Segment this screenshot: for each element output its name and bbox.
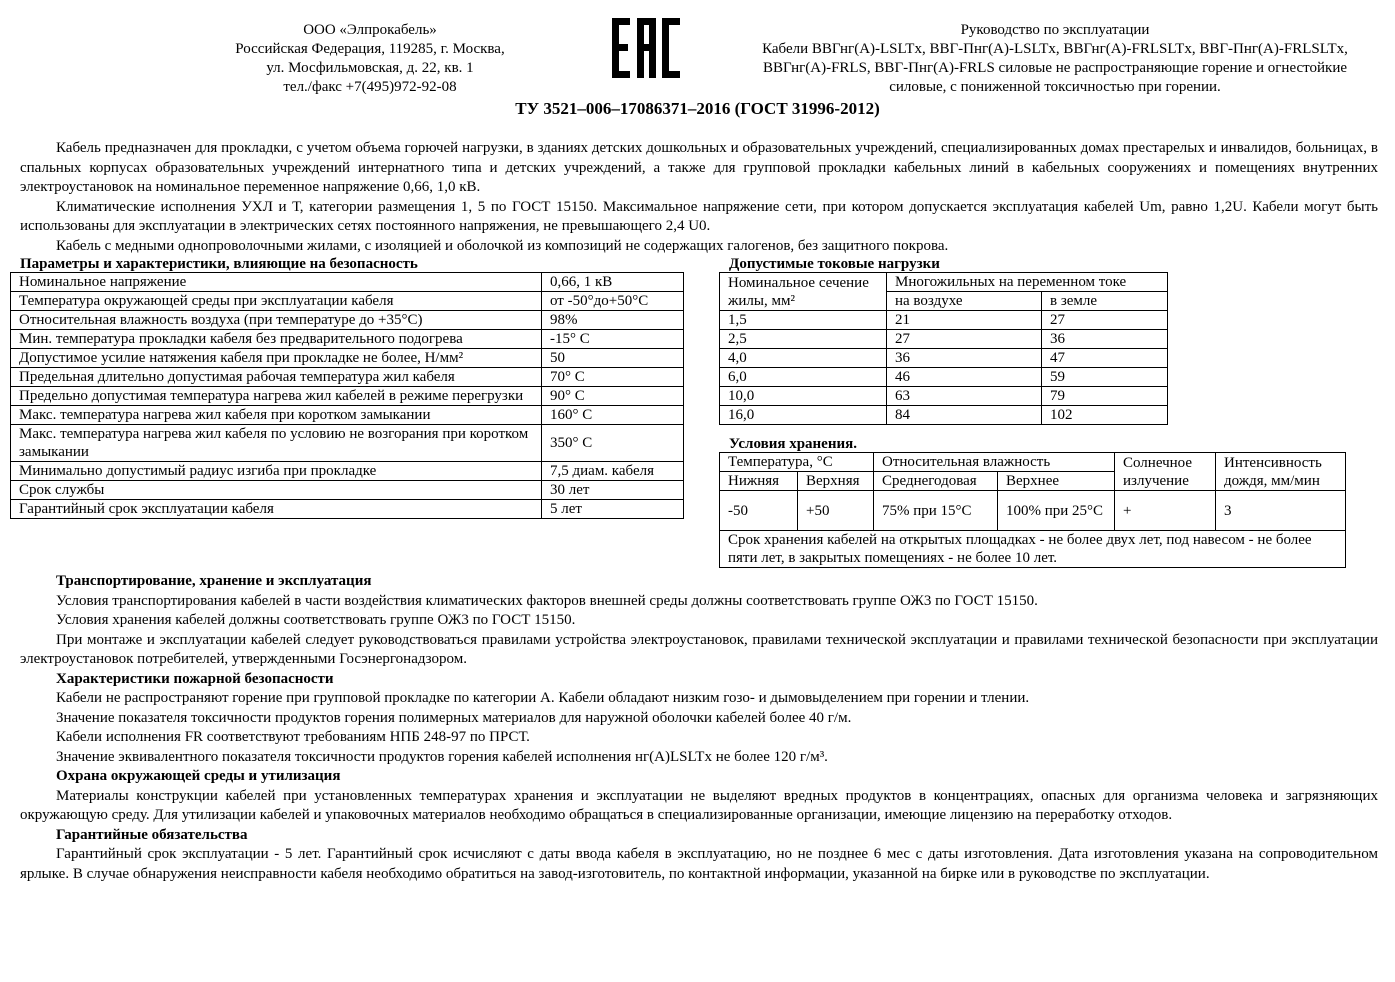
cross-section: 10,0 <box>720 387 887 406</box>
value-low: -50 <box>720 491 798 531</box>
value-avg: 75% при 15°С <box>874 491 998 531</box>
params-row <box>11 330 684 349</box>
param-value: 70° С <box>542 368 684 387</box>
company-address-2: ул. Мосфильмовская, д. 22, кв. 1 <box>266 60 474 76</box>
value-sun: + <box>1115 491 1216 531</box>
doc-description: Кабели ВВГнг(А)-LSLTx, ВВГ-Пнг(А)-LSLTx, ВВГнг(А)-FRLSLTx, ВВГ-Пнг(А)-FRLSLTx, ВВГнг(А)-FRLS, ВВГ-Пнг(А)-FRLS силовые не распространяющие горение и огнестойкие силовые, с пониженной токсичностью при горении. <box>762 41 1348 95</box>
current-row <box>720 311 1168 330</box>
param-name: Относительная влажность воздуха (при температуре до +35°С) <box>11 311 542 330</box>
params-row <box>11 425 684 462</box>
cross-section: 6,0 <box>720 368 887 387</box>
param-name: Предельно допустимая температура нагрева жил кабелей в режиме перегрузки <box>11 387 542 406</box>
intro-paragraph: Кабель предназначен для прокладки, с учетом объема горючей нагрузки, в зданиях детских дошкольных и образовательных учреждений, специализированных домах престарелых и инвалидов, больницах, в спальных корпусах образовательных учреждений интернатного типа и детских учреждений, а также для групповой прокладки кабельных линий в кабельных сооружениях и помещениях внутренних электроустановок на номинальное переменное напряжение 0,66, 1,0 кВ. <box>20 140 1378 195</box>
param-name: Допустимое усилие натяжения кабеля при прокладке не более, Н/мм² <box>11 349 542 368</box>
sections <box>20 572 1378 884</box>
section-paragraph: Условия хранения кабелей должны соответствовать группе ОЖ3 по ГОСТ 15150. <box>56 612 576 628</box>
current-row <box>720 406 1168 425</box>
params-row <box>11 273 684 292</box>
section-paragraph: При монтаже и эксплуатации кабелей следует руководствоваться правилами устройства электроустановок, правилами технической эксплуатации и правилами технической безопасности при эксплуатации электроустановок потребителей, утвержденными Госэнергонадзором. <box>20 631 1378 667</box>
param-name: Срок службы <box>11 481 542 500</box>
doc-heading <box>730 21 1380 97</box>
param-value: 350° С <box>542 425 684 462</box>
param-name: Макс. температура нагрева жил кабеля при коротком замыкании <box>11 406 542 425</box>
param-name: Макс. температура нагрева жил кабеля по условию не возгорания при коротком замыкании <box>11 425 542 462</box>
params-row <box>11 349 684 368</box>
section-paragraph: Кабели не распространяют горение при групповой прокладке по категории А. Кабели обладают низким гозо- и дымовыделением при горении и тлении. <box>56 690 1030 706</box>
param-name: Минимально допустимый радиус изгиба при прокладке <box>11 462 542 481</box>
params-row <box>11 368 684 387</box>
value-top: 100% при 25°С <box>998 491 1115 531</box>
param-value: 90° С <box>542 387 684 406</box>
header-ground: в земле <box>1042 292 1168 311</box>
current-ground: 27 <box>1042 311 1168 330</box>
params-row <box>11 406 684 425</box>
section-title: Охрана окружающей среды и утилизация <box>56 768 341 784</box>
section-paragraph: Гарантийный срок эксплуатации - 5 лет. Гарантийный срок исчисляют с даты ввода кабеля в эксплуатацию, но не позднее 6 мес с даты изготовления. Дата изготовления указана на сопроводительном ярлыке. В случае обнаружения неисправности кабеля необходимо обратиться на завод-изготовитель, по контактной информации, указанной на бирке или в руководстве по эксплуатации. <box>20 846 1378 882</box>
cross-section: 16,0 <box>720 406 887 425</box>
param-value: -15° С <box>542 330 684 349</box>
storage-note: Срок хранения кабелей на открытых площадках - не более двух лет, под навесом - не более пяти лет, в закрытых помещениях - не более 10 лет. <box>720 531 1346 568</box>
current-table <box>719 272 1168 425</box>
section-paragraph: Значение показателя токсичности продуктов горения полимерных материалов для наружной оболочки кабелей более 40 г/м. <box>56 709 852 726</box>
current-ground: 47 <box>1042 349 1168 368</box>
intro-paragraph: Кабель с медными однопроволочными жилами, с изоляцией и оболочкой из композиций не содержащих галогенов, без защитного покрова. <box>56 237 949 254</box>
header-sun: Солнечное излучение <box>1115 453 1216 491</box>
param-value: 160° С <box>542 406 684 425</box>
current-row <box>720 330 1168 349</box>
params-table <box>10 272 684 519</box>
param-value: 7,5 диам. кабеля <box>542 462 684 481</box>
header-temperature: Температура, °С <box>720 453 874 472</box>
current-ground: 102 <box>1042 406 1168 425</box>
section-title: Гарантийные обязательства <box>56 826 248 843</box>
cross-section: 2,5 <box>720 330 887 349</box>
storage-title: Условия хранения. <box>729 436 857 452</box>
current-ground: 36 <box>1042 330 1168 349</box>
section-title: Характеристики пожарной безопасности <box>56 670 334 687</box>
params-row <box>11 387 684 406</box>
params-row <box>11 462 684 481</box>
param-value: 50 <box>542 349 684 368</box>
current-air: 21 <box>887 311 1042 330</box>
cross-section: 4,0 <box>720 349 887 368</box>
param-value: 98% <box>542 311 684 330</box>
current-air: 27 <box>887 330 1042 349</box>
param-value: 30 лет <box>542 481 684 500</box>
cross-section: 1,5 <box>720 311 887 330</box>
current-air: 84 <box>887 406 1042 425</box>
section-paragraph: Кабели исполнения FR соответствуют требованиям НПБ 248-97 по ПРСТ. <box>56 729 530 745</box>
header-avg: Среднегодовая <box>874 472 998 491</box>
current-air: 63 <box>887 387 1042 406</box>
header-air: на воздухе <box>887 292 1042 311</box>
param-name: Температура окружающей среды при эксплуатации кабеля <box>11 292 542 311</box>
standard-title: ТУ 3521–006–17086371–2016 (ГОСТ 31996-2012) <box>515 99 880 118</box>
doc-type: Руководство по эксплуатации <box>960 22 1150 38</box>
intro-paragraph: Климатические исполнения УХЛ и Т, категории размещения 1, 5 по ГОСТ 15150. Максимальное напряжение сети, при котором допускается эксплуатация кабелей Um, равно 1,2U. Кабели могут быть использованы для эксплуатации в электрических сетях постоянного напряжения, не превышающего 2,4 U0. <box>20 198 1378 234</box>
header-multicore: Многожильных на переменном токе <box>887 273 1168 292</box>
current-row <box>720 387 1168 406</box>
company-address-1: Российская Федерация, 119285, г. Москва, <box>235 41 505 57</box>
section-paragraph: Значение эквивалентного показателя токсичности продуктов горения кабелей исполнения нг(А)LSLTx не более 120 г/м³. <box>56 748 828 765</box>
section-paragraph: Материалы конструкции кабелей при установленных температурах хранения и эксплуатации не выделяют вредных продуктов в концентрациях, опасных для организма человека и загрязняющих окружающую среду. Для утилизации кабелей и упаковочных материалов необходимо обращаться в специализированные организации, имеющие лицензию на переработку отходов. <box>20 787 1378 823</box>
param-name: Номинальное напряжение <box>11 273 542 292</box>
header-low: Нижняя <box>720 472 798 491</box>
header-cross-section: Номинальное сечение жилы, мм² <box>720 273 887 311</box>
param-value: 5 лет <box>542 500 684 519</box>
param-name: Мин. температура прокладки кабеля без предварительного подогрева <box>11 330 542 349</box>
section-paragraph: Условия транспортирования кабелей в части воздействия климатических факторов внешней среды должны соответствовать группе ОЖ3 по ГОСТ 15150. <box>56 592 1038 609</box>
params-row <box>11 311 684 330</box>
eac-logo <box>612 18 680 83</box>
company-phone: тел./факс +7(495)972-92-08 <box>283 79 457 95</box>
params-row <box>11 292 684 311</box>
param-value: от -50°до+50°С <box>542 292 684 311</box>
current-air: 36 <box>887 349 1042 368</box>
current-air: 46 <box>887 368 1042 387</box>
storage-table <box>719 452 1346 568</box>
params-title: Параметры и характеристики, влияющие на безопасность <box>20 256 418 272</box>
param-name: Гарантийный срок эксплуатации кабеля <box>11 500 542 519</box>
current-ground: 79 <box>1042 387 1168 406</box>
company-name: ООО «Элпрокабель» <box>303 22 437 38</box>
param-name: Предельная длительно допустимая рабочая температура жил кабеля <box>11 368 542 387</box>
params-row <box>11 500 684 519</box>
params-row <box>11 481 684 500</box>
current-row <box>720 349 1168 368</box>
header-top: Верхнее <box>998 472 1115 491</box>
value-rain: 3 <box>1216 491 1346 531</box>
current-title: Допустимые токовые нагрузки <box>729 256 940 272</box>
current-row <box>720 368 1168 387</box>
header-rain: Интенсивность дождя, мм/мин <box>1216 453 1346 491</box>
param-value: 0,66, 1 кВ <box>542 273 684 292</box>
header-humidity: Относительная влажность <box>874 453 1115 472</box>
current-ground: 59 <box>1042 368 1168 387</box>
company-info <box>150 21 590 97</box>
section-title: Транспортирование, хранение и эксплуатация <box>56 573 372 589</box>
intro-text <box>20 139 1378 256</box>
header-high: Верхняя <box>798 472 874 491</box>
value-high: +50 <box>798 491 874 531</box>
